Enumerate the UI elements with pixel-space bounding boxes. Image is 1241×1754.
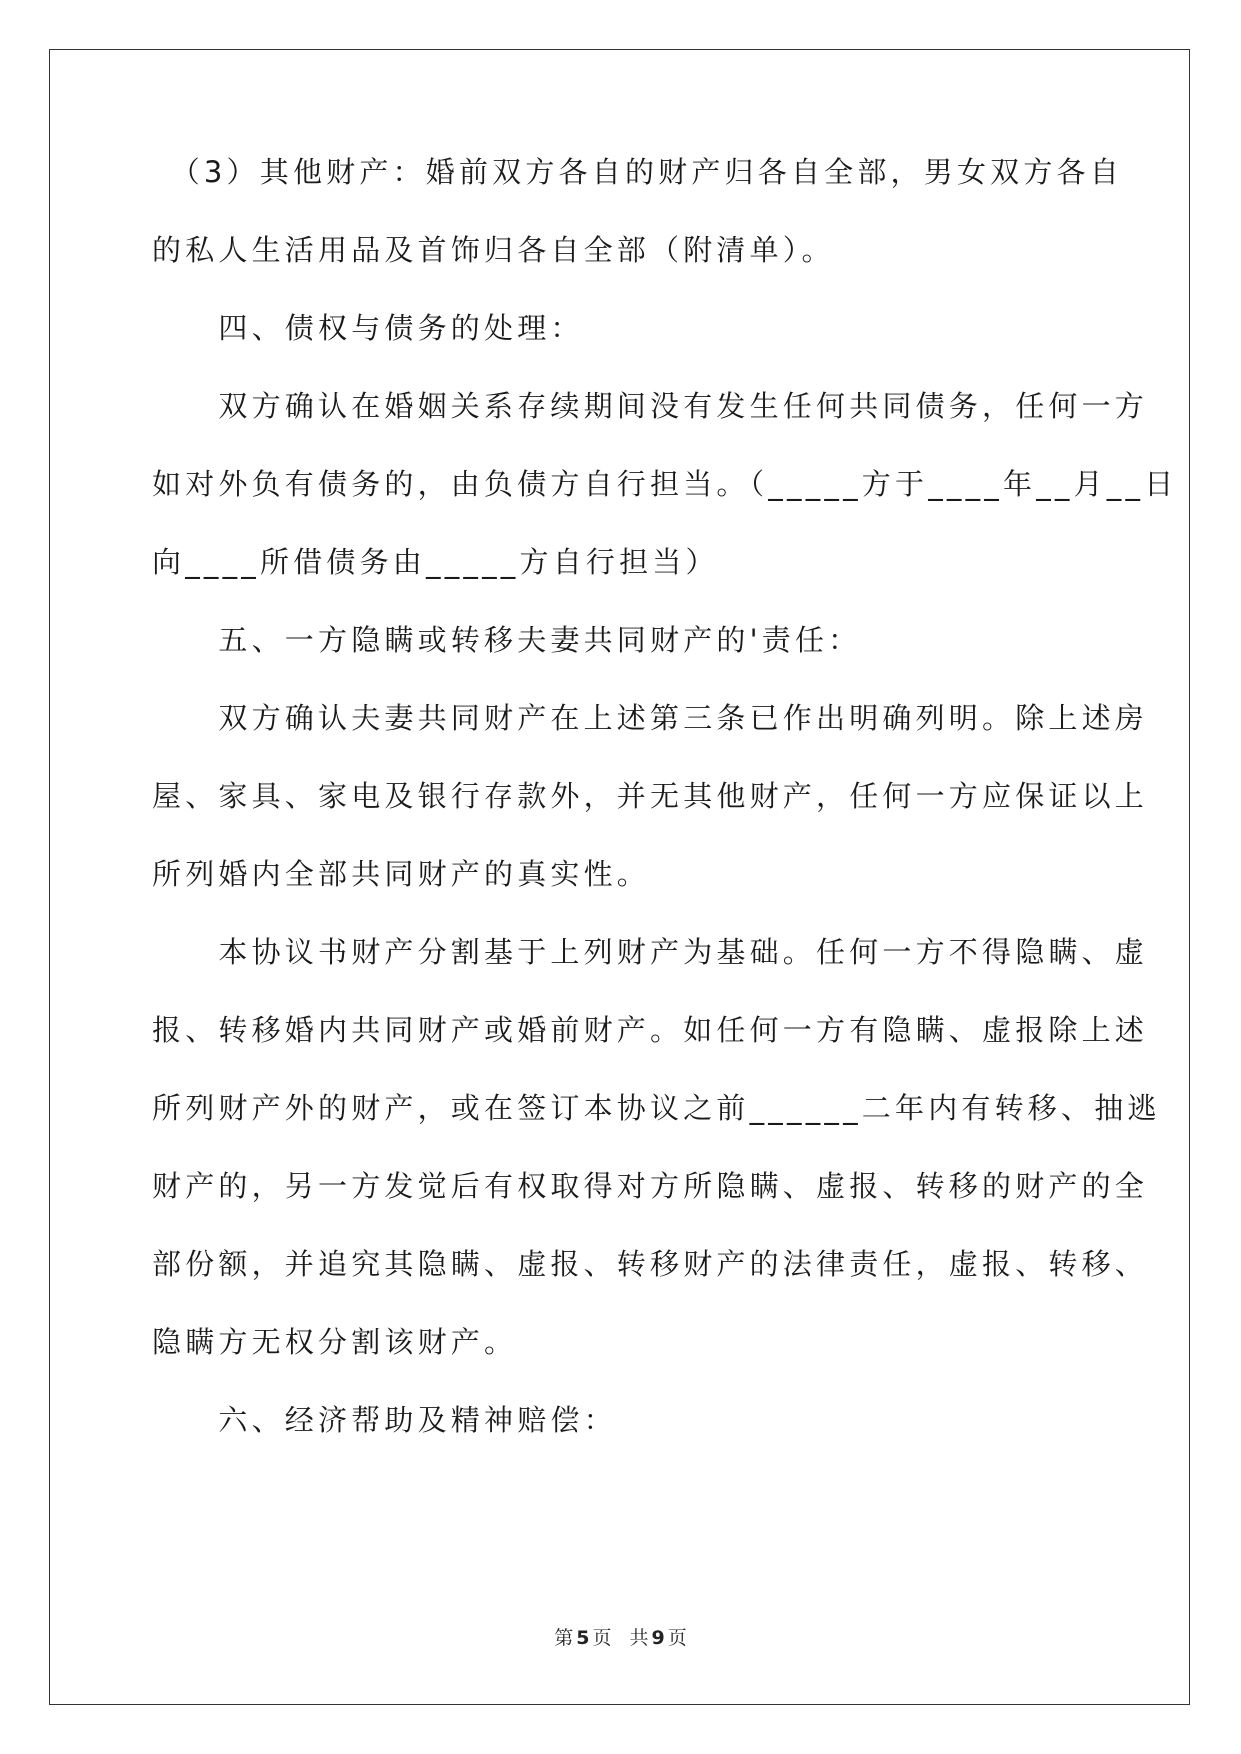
text-line: 所列婚内全部共同财产的真实性。	[152, 857, 651, 891]
total-page-number: 9	[651, 1627, 665, 1649]
text-line: （3）其他财产：婚前双方各自的财产归各自全部，男女双方各自	[152, 155, 1123, 189]
section-heading: 五、一方隐瞒或转移夫妻共同财产的'责任：	[152, 623, 862, 657]
text-line: 的私人生活用品及首饰归各自全部（附清单）。	[152, 233, 835, 267]
text-line: 部份额，并追究其隐瞒、虚报、转移财产的法律责任，虚报、转移、	[152, 1247, 1149, 1281]
page-footer	[0, 1623, 1241, 1650]
text-line: 财产的，另一方发觉后有权取得对方所隐瞒、虚报、转移的财产的全	[152, 1169, 1149, 1203]
text-line: 报、转移婚内共同财产或婚前财产。如任何一方有隐瞒、虚报除上述	[152, 1013, 1149, 1047]
text-line: 隐瞒方无权分割该财产。	[152, 1325, 518, 1359]
document-body	[152, 133, 1178, 1459]
section-heading: 六、经济帮助及精神赔偿：	[152, 1403, 617, 1437]
text-line: 向____所借债务由_____方自行担当）	[152, 545, 719, 579]
current-page-number: 5	[576, 1627, 590, 1649]
text-line: 双方确认在婚姻关系存续期间没有发生任何共同债务，任何一方	[152, 389, 1149, 423]
text-line: 所列财产外的财产，或在签订本协议之前______二年内有转移、抽逃	[152, 1091, 1161, 1125]
footer-prefix: 第	[554, 1627, 574, 1649]
section-heading: 四、债权与债务的处理：	[152, 311, 584, 345]
text-line: 屋、家具、家电及银行存款外，并无其他财产，任何一方应保证以上	[152, 779, 1149, 813]
text-line: 本协议书财产分割基于上列财产为基础。任何一方不得隐瞒、虚	[152, 935, 1149, 969]
footer-total-unit: 页	[667, 1627, 687, 1649]
footer-total-prefix: 共	[629, 1627, 649, 1649]
text-line: 双方确认夫妻共同财产在上述第三条已作出明确列明。除上述房	[152, 701, 1149, 735]
text-line: 如对外负有债务的，由负债方自行担当。（_____方于____年__月__日	[152, 467, 1178, 501]
footer-page-unit: 页	[592, 1627, 612, 1649]
